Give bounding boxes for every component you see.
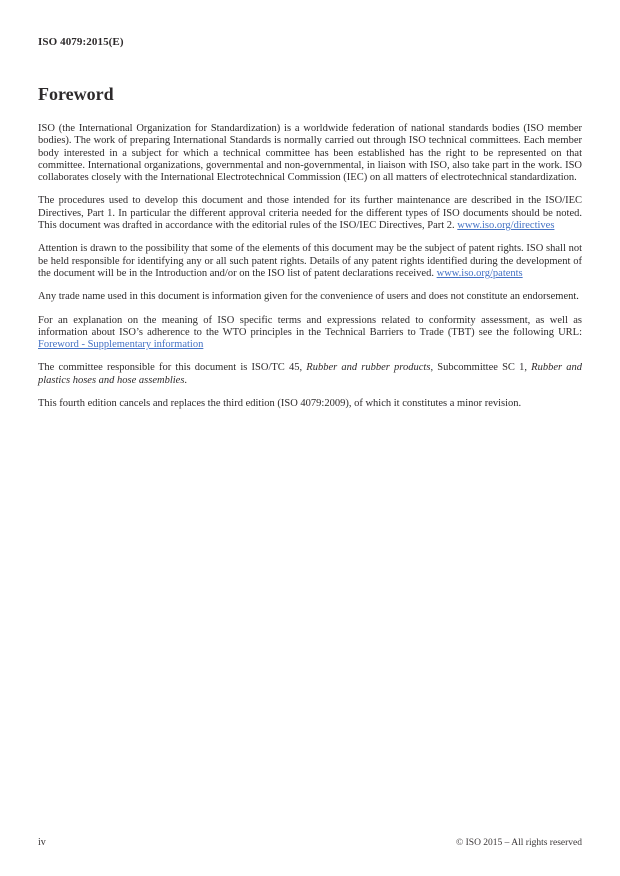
paragraph [38, 123, 582, 184]
copyright-notice: © ISO 2015 – All rights reserved [456, 838, 582, 848]
document-body [38, 123, 582, 410]
body-text: ISO (the International Organization for Standardization) is a worldwide federation of national standards bodies (ISO member bodies). The work of preparing International Standards is normally carried out through ISO technical committees. Each member body interested in a subject for which a technical committee has been established has the right to be represented on that committee. International organizations, governmental and non-governmental, in liaison with ISO, also take part in the work. ISO collaborates closely with the International Electrotechnical Commission (IEC) on all matters of electrotechnical standardization. [38, 123, 582, 184]
paragraph [38, 398, 582, 410]
page-footer [38, 837, 582, 848]
body-text: . [184, 374, 188, 386]
body-text: This fourth edition cancels and replaces the third edition (ISO 4079:2009), of which it constitutes a minor revision. [38, 398, 522, 410]
directives-link[interactable]: www.iso.org/directives [457, 220, 555, 232]
italic-text: Rubber and plastics hoses and hose assemblies [38, 362, 582, 386]
paragraph [38, 195, 582, 232]
body-text: For an explanation on the meaning of ISO specific terms and expressions related to conformity assessment, as well as information about ISO’s adherence to the WTO principles in the Technical Barriers to Trade (TBT) see the following URL: [38, 314, 582, 338]
document-reference-header: ISO 4079:2015(E) [38, 36, 124, 48]
patents-link[interactable]: www.iso.org/patents [436, 267, 523, 279]
paragraph [38, 243, 582, 280]
page-number: iv [38, 837, 46, 848]
body-text: Any trade name used in this document is information given for the convenience of users and does not constitute an endorsement. [38, 291, 579, 303]
paragraph [38, 291, 582, 303]
italic-text: Rubber and rubber products [306, 362, 431, 374]
document-content [38, 36, 582, 421]
page-title: Foreword [38, 84, 114, 104]
paragraph [38, 362, 582, 387]
foreword-supplementary-link[interactable]: Foreword - Supplementary information [38, 339, 204, 351]
body-text: , Subcommittee SC 1, [430, 362, 532, 374]
body-text: The committee responsible for this document is ISO/TC 45, [38, 362, 307, 374]
paragraph [38, 315, 582, 352]
body-text: Attention is drawn to the possibility that some of the elements of this document may be the subject of patent rights. ISO shall not be held responsible for identifying any or all such patent rights. Details of any patent rights identified during the development of the document will be in the Introduction and/or on the ISO list of patent declarations received. [38, 243, 582, 279]
body-text: The procedures used to develop this document and those intended for its further maintenance are described in the ISO/IEC Directives, Part 1. In particular the different approval criteria needed for the different types of ISO documents should be noted. This document was drafted in accordance with the editorial rules of the ISO/IEC Directives, Part 2. [38, 195, 582, 232]
